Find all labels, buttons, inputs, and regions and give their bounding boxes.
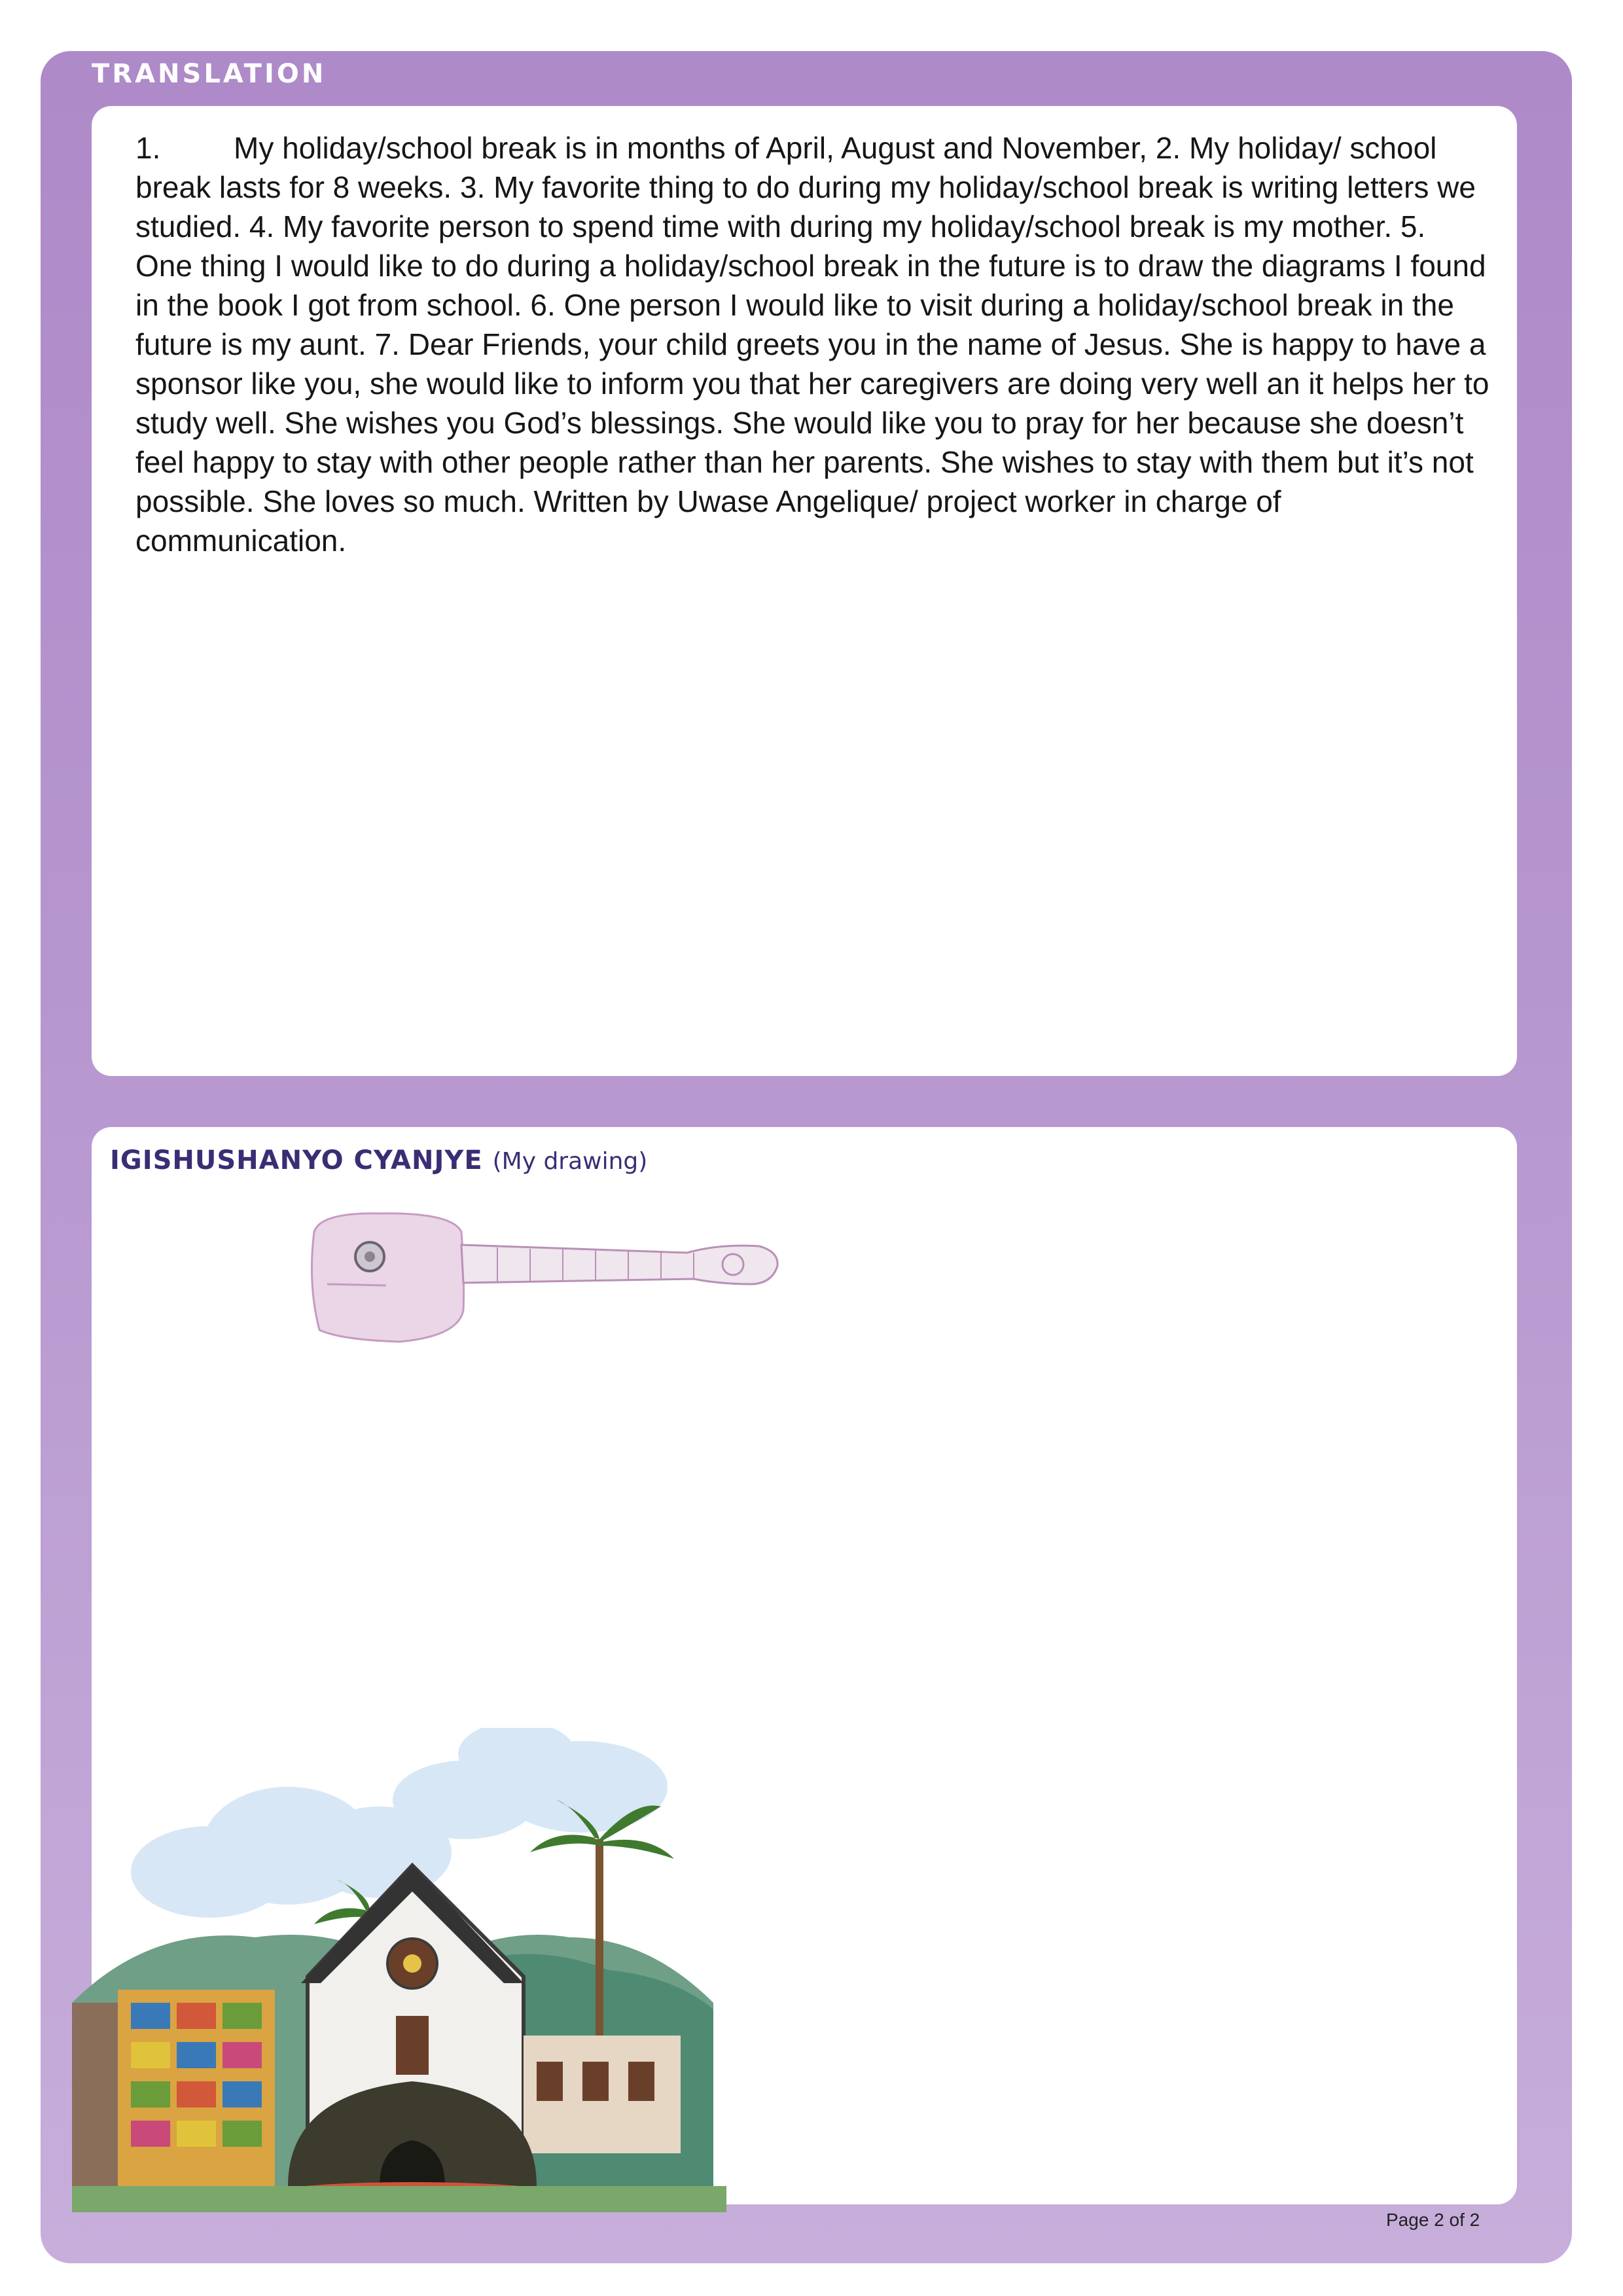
guitar-drawing — [301, 1206, 798, 1376]
translation-text — [135, 128, 1490, 560]
village-church-illustration — [72, 1728, 726, 2212]
drawing-heading-subtitle: (My drawing) — [492, 1148, 648, 1175]
page-number: Page 2 of 2 — [1386, 2210, 1480, 2230]
item-number: 1. — [135, 131, 161, 165]
drawing-heading — [110, 1145, 647, 1175]
drawing-heading-title: IGISHUSHANYO CYANJYE — [110, 1145, 483, 1175]
translation-body: My holiday/school break is in months of April, August and November, 2. My holiday/ school break lasts for 8 weeks. 3. My favorite thing to do during my holiday/school break is writing letters we studied. 4. My favorite person to spend time with during my holiday/school break is my mother. 5. One thing I would like to do during a holiday/school break in the future is to draw the diagrams I found in the book I got from school. 6. One person I would like to visit during a holiday/school break in the future is my aunt. 7. Dear Friends, your child greets you in the name of Jesus. She is happy to have a sponsor like you, she would like to inform you that her caregivers are doing very well an it helps her to study well. She wishes you God’s blessings. She would like you to pray for her because she doesn’t feel happy to stay with other people rather than her parents. She wishes to stay with them but it’s not possible. She loves so much. Written by Uwase Angelique/ project worker in charge of communication. — [135, 131, 1489, 558]
translation-heading: TRANSLATION — [92, 59, 327, 89]
